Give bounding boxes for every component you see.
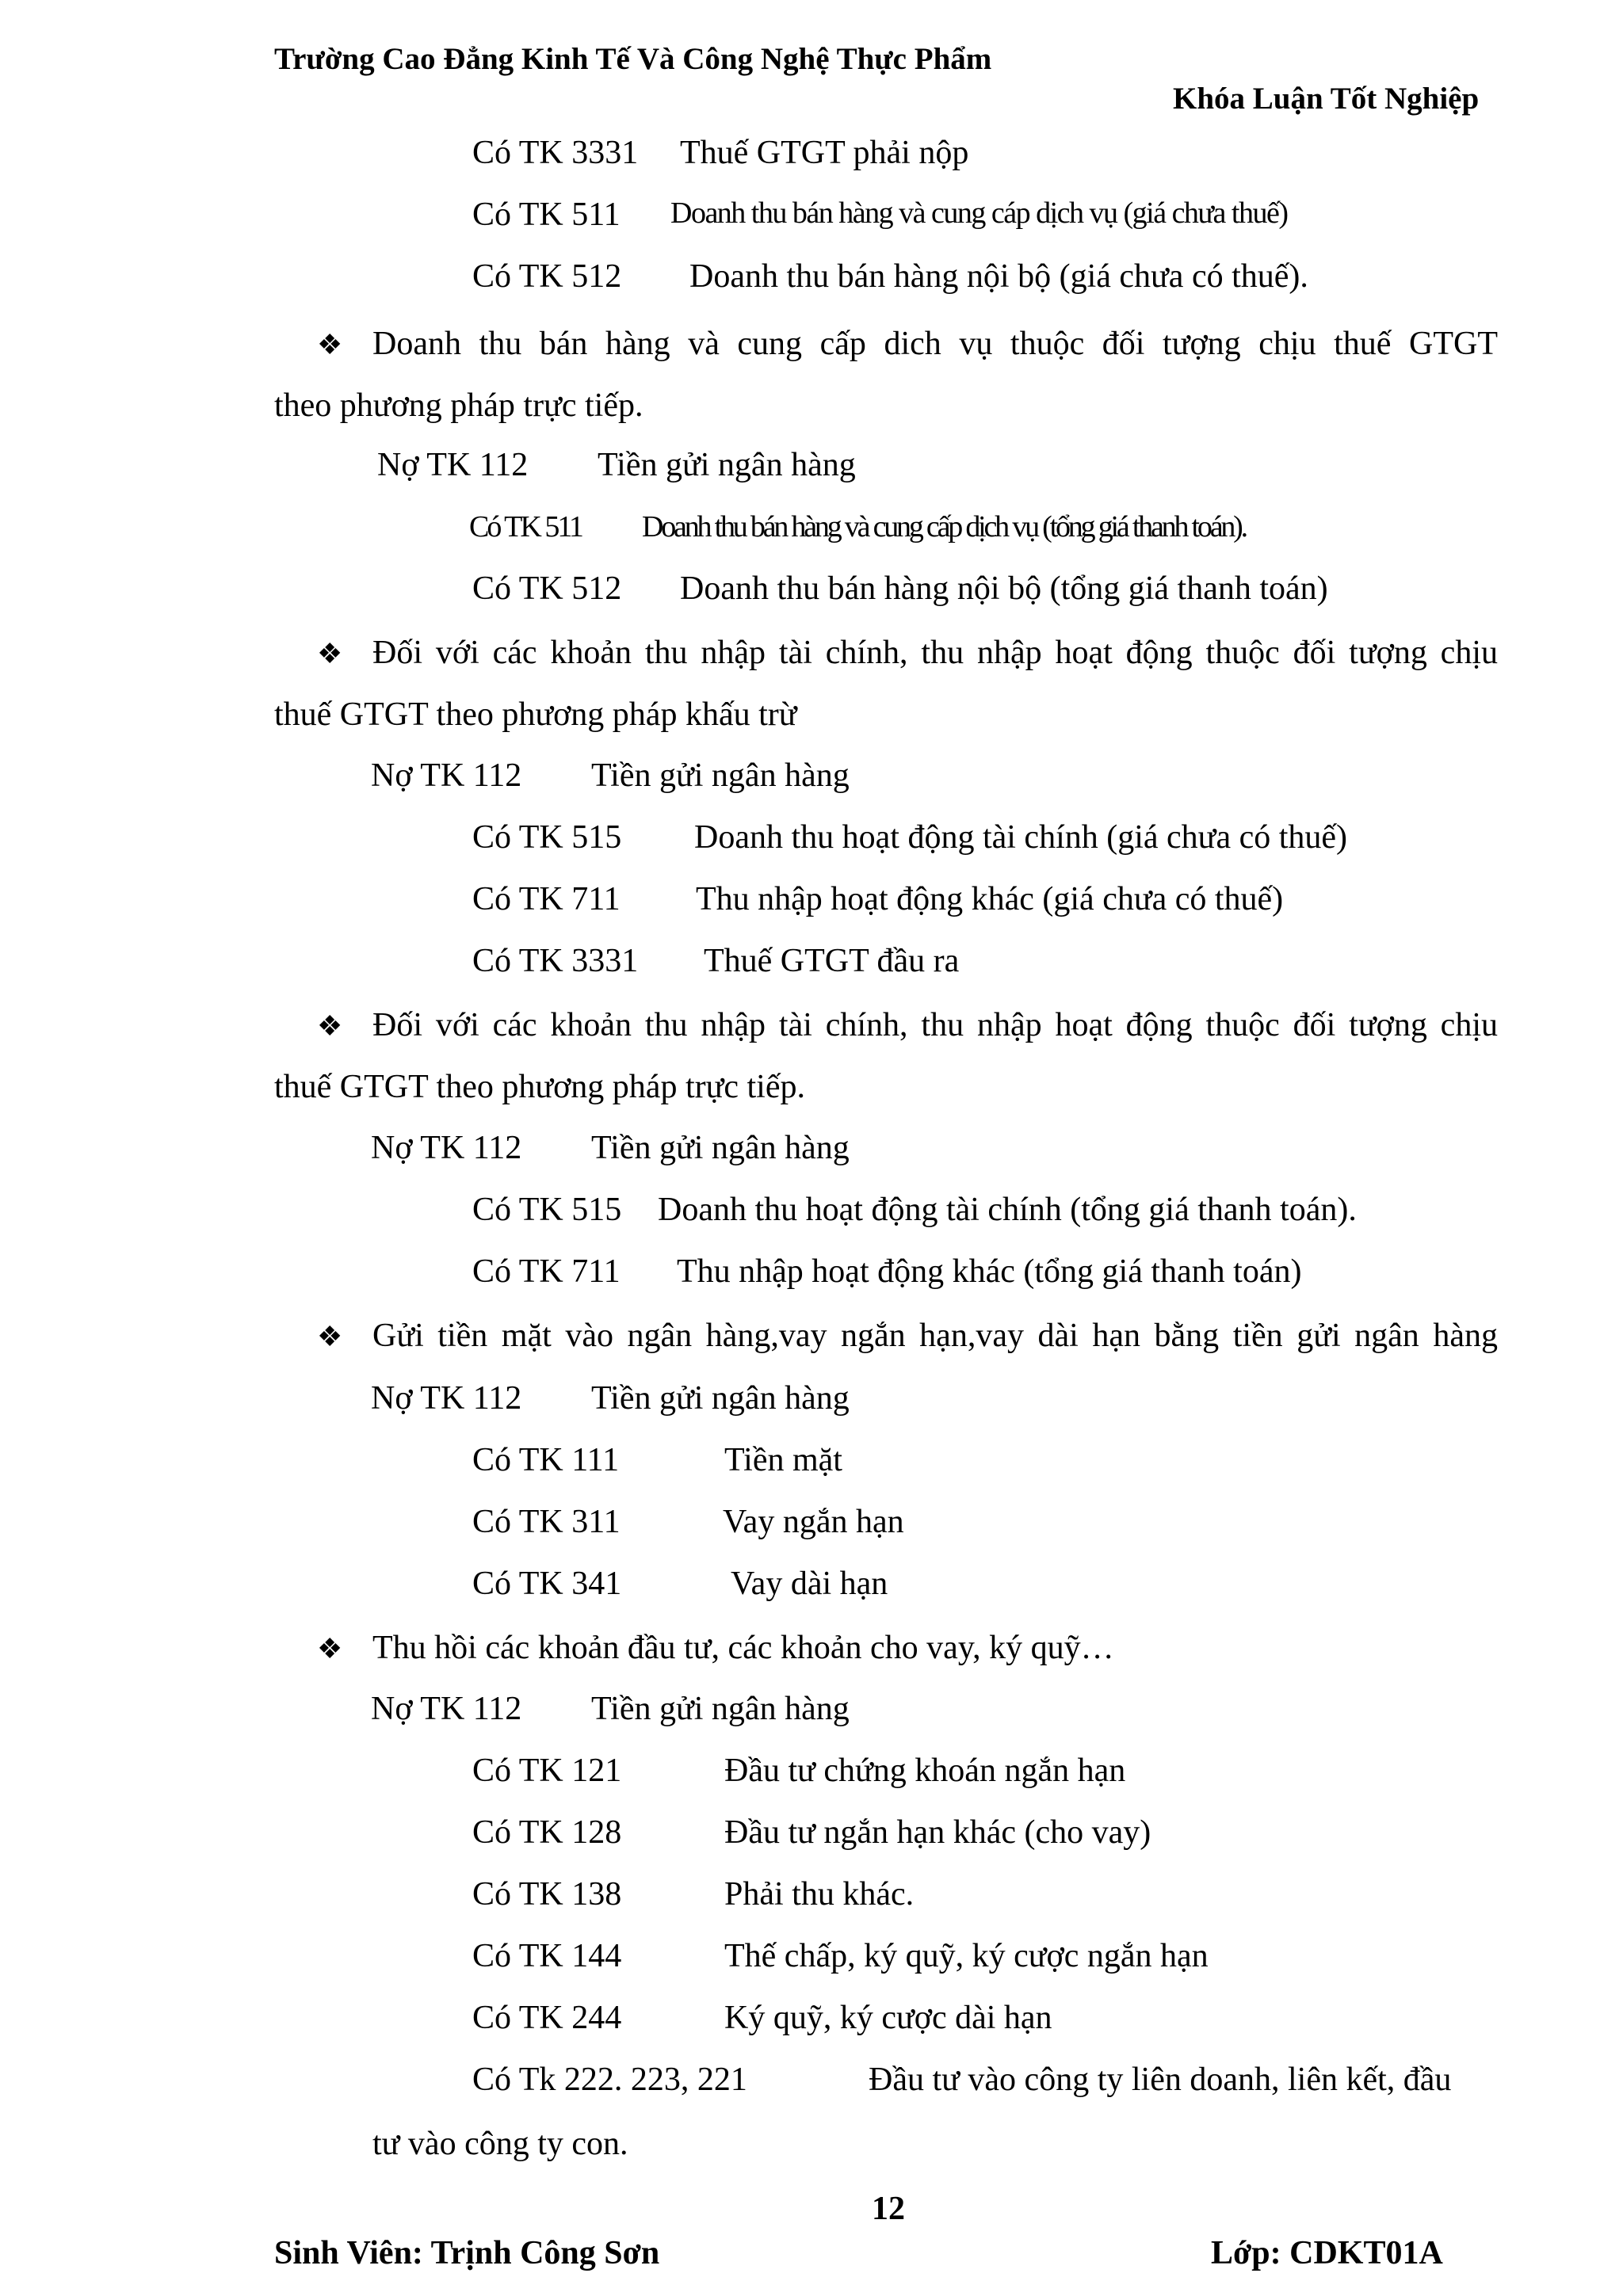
account-code: Có TK 711	[472, 881, 621, 917]
account-description: Tiền gửi ngân hàng	[591, 1380, 850, 1417]
account-code: Có TK 515	[472, 1192, 622, 1228]
account-description: Doanh thu bán hàng nội bộ (tổng giá thanh toán)	[680, 570, 1328, 607]
account-description: Đầu tư vào công ty liên doanh, liên kết, đầu	[869, 2061, 1452, 2098]
account-description: Tiền gửi ngân hàng	[598, 447, 856, 483]
account-description: Tiền gửi ngân hàng	[591, 1130, 850, 1166]
account-code: Có TK 511	[469, 510, 582, 543]
bullet-text: Đối với các khoản thu nhập tài chính, thu nhập hoạt động thuộc đối tượng chịu	[372, 635, 1498, 671]
page-number: 12	[872, 2191, 905, 2227]
footer-class: Lớp: CDKT01A	[1211, 2235, 1443, 2271]
diamond-bullet-icon: ❖	[317, 638, 343, 669]
account-code: Có Tk 222. 223, 221	[472, 2061, 747, 2098]
account-code: Có TK 138	[472, 1876, 622, 1913]
bullet-text-continued: theo phương pháp trực tiếp.	[274, 387, 643, 424]
account-description: Vay ngắn hạn	[723, 1504, 904, 1540]
account-description: Đầu tư chứng khoán ngắn hạn	[724, 1753, 1126, 1789]
account-description: Thu nhập hoạt động khác (tổng giá thanh toán)	[677, 1253, 1302, 1290]
account-code: Nợ TK 112	[377, 447, 529, 483]
account-description: Doanh thu bán hàng và cung cáp dịch vụ (giá chưa thuế)	[670, 196, 1288, 230]
account-description: Vay dài hạn	[731, 1566, 888, 1602]
account-code: Có TK 3331	[472, 135, 639, 171]
account-code: Có TK 515	[472, 819, 622, 856]
header-school: Trường Cao Đẳng Kinh Tế Và Công Nghệ Thực Phẩm	[274, 42, 992, 76]
account-code: Có TK 144	[472, 1938, 622, 1974]
account-description: Doanh thu hoạt động tài chính (giá chưa có thuế)	[694, 819, 1348, 856]
bullet-text: Đối với các khoản thu nhập tài chính, thu nhập hoạt động thuộc đối tượng chịu	[372, 1007, 1498, 1043]
diamond-bullet-icon: ❖	[317, 329, 343, 360]
bullet-text: Gửi tiền mặt vào ngân hàng,vay ngắn hạn,vay dài hạn bằng tiền gửi ngân hàng	[372, 1318, 1498, 1354]
account-code: Nợ TK 112	[371, 1691, 522, 1727]
account-code: Nợ TK 112	[371, 1380, 522, 1417]
diamond-bullet-icon: ❖	[317, 1321, 343, 1352]
account-code: Nợ TK 112	[371, 1130, 522, 1166]
account-description: Đầu tư ngắn hạn khác (cho vay)	[724, 1814, 1151, 1851]
diamond-bullet-icon: ❖	[317, 1010, 343, 1042]
account-description: Doanh thu bán hàng và cung cấp dịch vụ (tổng giá thanh toán).	[642, 510, 1246, 543]
account-description: Doanh thu hoạt động tài chính (tổng giá thanh toán).	[658, 1192, 1357, 1228]
account-description: Tiền mặt	[724, 1442, 842, 1478]
account-description: Tiền gửi ngân hàng	[591, 1691, 850, 1727]
account-code: Có TK 512	[472, 258, 622, 295]
account-code: Có TK 3331	[472, 943, 639, 979]
account-description: Thế chấp, ký quỹ, ký cược ngắn hạn	[724, 1938, 1209, 1974]
bullet-text-continued: thuế GTGT theo phương pháp trực tiếp.	[274, 1069, 805, 1105]
account-description: Thuế GTGT đầu ra	[704, 943, 960, 979]
account-code: Có TK 111	[472, 1442, 620, 1478]
account-code: Có TK 341	[472, 1566, 622, 1602]
account-code: Có TK 244	[472, 2000, 622, 2036]
account-description: Phải thu khác.	[724, 1876, 915, 1913]
diamond-bullet-icon: ❖	[317, 1633, 343, 1665]
account-code: Có TK 711	[472, 1253, 621, 1290]
bullet-text-continued: thuế GTGT theo phương pháp khấu trừ	[274, 696, 797, 733]
account-description-continued: tư vào công ty con.	[372, 2126, 628, 2162]
account-code: Nợ TK 112	[371, 757, 522, 794]
bullet-text: Thu hồi các khoản đầu tư, các khoản cho vay, ký quỹ…	[372, 1630, 1114, 1666]
header-thesis-title: Khóa Luận Tốt Nghiệp	[1173, 82, 1480, 116]
account-code: Có TK 128	[472, 1814, 622, 1851]
account-code: Có TK 121	[472, 1753, 622, 1789]
bullet-text: Doanh thu bán hàng và cung cấp dich vụ thuộc đối tượng chịu thuế GTGT	[372, 326, 1498, 362]
footer-student: Sinh Viên: Trịnh Công Sơn	[274, 2235, 660, 2271]
account-code: Có TK 511	[472, 196, 621, 233]
account-description: Doanh thu bán hàng nội bộ (giá chưa có thuế).	[689, 258, 1308, 295]
account-code: Có TK 512	[472, 570, 622, 607]
account-description: Ký quỹ, ký cược dài hạn	[724, 2000, 1052, 2036]
account-description: Thu nhập hoạt động khác (giá chưa có thuế)	[696, 881, 1284, 917]
account-description: Thuế GTGT phải nộp	[680, 135, 969, 171]
account-code: Có TK 311	[472, 1504, 621, 1540]
account-description: Tiền gửi ngân hàng	[591, 757, 850, 794]
